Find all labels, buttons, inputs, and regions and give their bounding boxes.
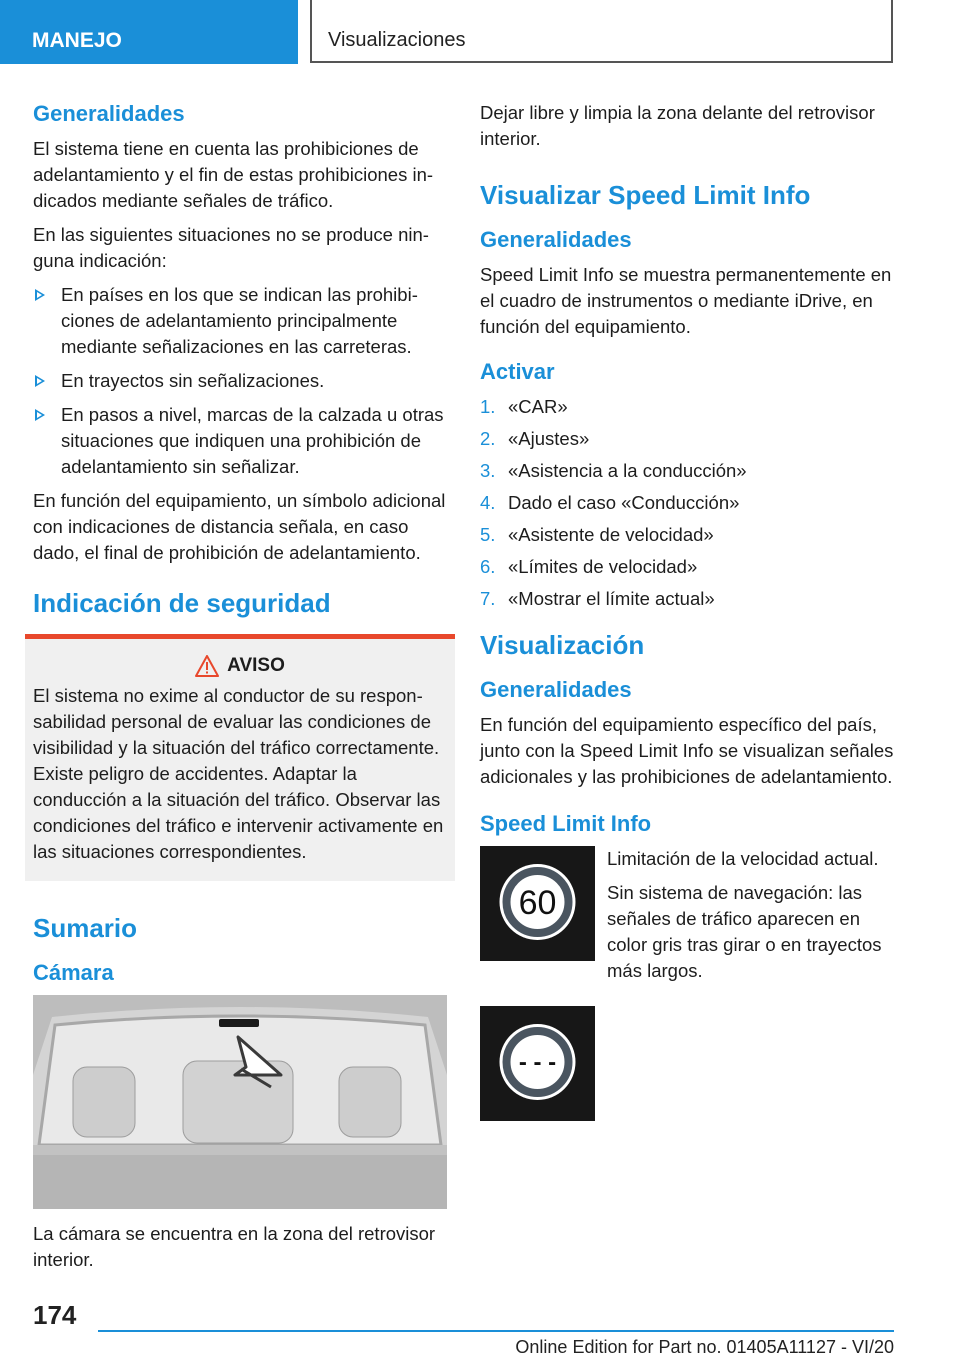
heading-activate: Activar (480, 359, 555, 384)
section-label: MANEJO (32, 29, 122, 52)
paragraph: En función del equipamiento, un símbolo adicional con indicaciones de distancia señala, en caso dado, el final de prohibición de adelantamiento. (33, 490, 446, 563)
image-caption: La cámara se encuentra en la zona del retrovisor interior. (33, 1223, 436, 1270)
sli-row (480, 1006, 894, 1121)
list-item: 2. «Ajustes» (480, 428, 590, 449)
paragraph: Sin sistema de navegación: las señales de tráfico aparecen en color gris tras girar o en trayectos más largos. (607, 882, 882, 981)
page-number: 174 (33, 1300, 77, 1330)
heading-sli: Speed Limit Info (480, 811, 652, 836)
warning-title: AVISO (227, 655, 285, 676)
warning-box (25, 634, 455, 881)
bullet-list (33, 282, 447, 480)
triangle-bullet-icon (35, 375, 45, 387)
heading-safety: Indicación de seguridad (33, 588, 331, 618)
speed-limit-60-sign-image (480, 846, 595, 961)
sli-row (480, 846, 894, 992)
triangle-bullet-icon (35, 289, 45, 301)
heading-general: Generalidades (480, 677, 632, 702)
paragraph: En las siguientes situaciones no se produce ninguna indicación: (33, 224, 429, 271)
warning-text: El sistema no exime al conductor de su responsabilidad personal de evaluar las condiciones de visibilidad y la situación del tráfico correctamente. Existe peligro de accidentes. Adaptar la conducción a la situación del tráfico. Observar las condiciones del tráfico e intervenir activamente en las situaciones correspondientes. (33, 685, 444, 862)
list-item: 4. Dado el caso «Conducción» (480, 492, 740, 513)
left-column (33, 100, 447, 1281)
warning-triangle-icon (195, 655, 219, 677)
section-tab[interactable] (0, 0, 298, 64)
list-item: 3. «Asistencia a la conducción» (480, 460, 747, 481)
speed-sign-value: 60 (518, 884, 557, 922)
list-item: En países en los que se indican las prohibiciones de adelantamiento principalmente mediante señalizaciones en las carreteras. (33, 282, 447, 360)
heading-show-sli: Visualizar Speed Limit Info (480, 180, 811, 210)
paragraph: Dejar libre y limpia la zona delante del retrovisor interior. (480, 102, 875, 149)
list-item: 6. «Límites de velocidad» (480, 556, 698, 577)
list-item: 7. «Mostrar el límite actual» (480, 588, 715, 609)
list-item: En pasos a nivel, marcas de la calzada u otras situaciones que indiquen una prohibición de adelantamiento sin señalizar. (33, 402, 447, 480)
footer-divider (98, 1330, 894, 1332)
heading-general: Generalidades (480, 227, 632, 252)
paragraph: En función del equipamiento específico del país, junto con la Speed Limit Info se visualizan señales adicionales y las prohibiciones de adelantamiento. (480, 714, 894, 787)
no-speed-limit-sign-image (480, 1006, 595, 1121)
paragraph: Speed Limit Info se muestra permanentemente en el cuadro de instrumentos o mediante iDrive, en función del equipamiento. (480, 264, 892, 337)
chapter-tab[interactable] (310, 0, 893, 63)
triangle-bullet-icon (35, 409, 45, 421)
chapter-label: Visualizaciones (328, 29, 466, 51)
steps-list (480, 394, 894, 612)
list-item: En trayectos sin señalizaciones. (33, 368, 447, 394)
list-item: 1. «CAR» (480, 396, 568, 417)
edition-note: Online Edition for Part no. 01405A11127 - VI/20 (515, 1337, 894, 1357)
heading-summary: Sumario (33, 913, 138, 943)
camera-location-image (33, 995, 447, 1209)
no-limit-sign-value: - - - (518, 1049, 557, 1076)
heading-display: Visualización (480, 630, 645, 660)
right-column (480, 100, 894, 1121)
heading-general: Generalidades (33, 101, 185, 126)
paragraph: El sistema tiene en cuenta las prohibiciones de adelantamiento y el fin de estas prohibiciones indicados mediante señales de tráfico. (33, 138, 434, 211)
heading-camera: Cámara (33, 960, 114, 985)
list-item: 5. «Asistente de velocidad» (480, 524, 714, 545)
paragraph: Limitación de la velocidad actual. (607, 848, 879, 869)
